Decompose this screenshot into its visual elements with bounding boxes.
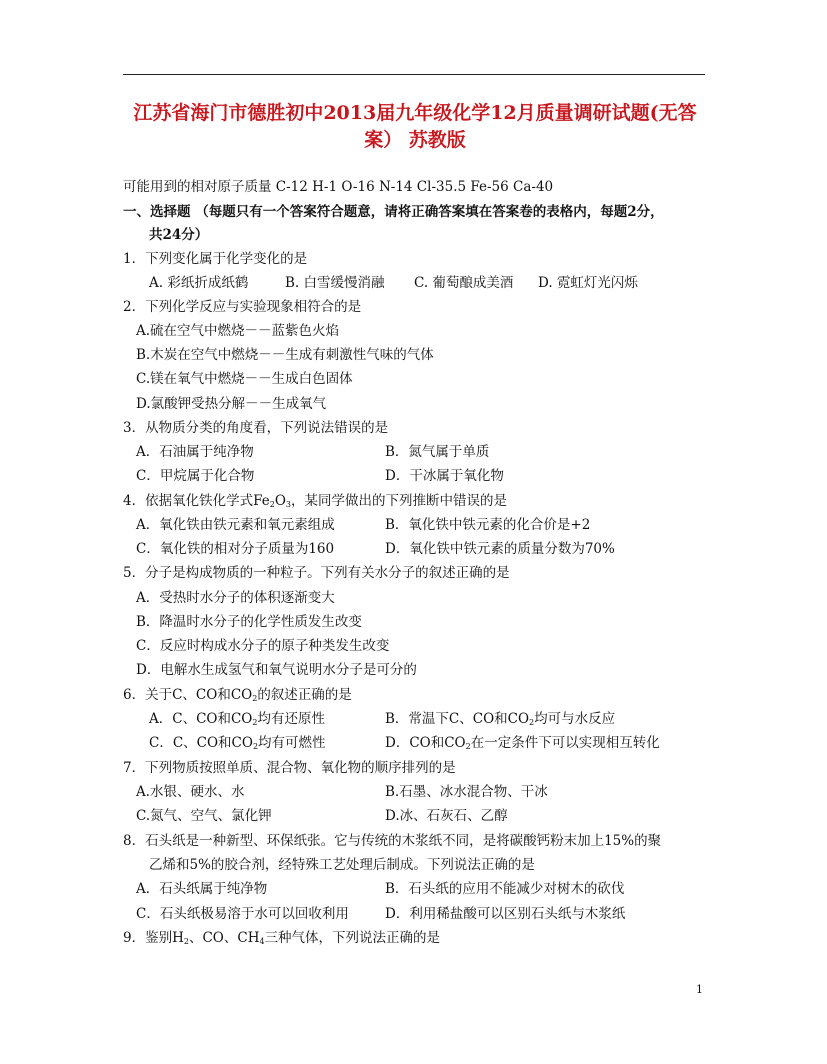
- q2-option-b: B.木炭在空气中燃烧－－生成有刺激性气味的气体: [136, 347, 434, 363]
- q2-option-d: D.氯酸钾受热分解－－生成氧气: [136, 396, 327, 412]
- question-6-stem: 6．关于C、CO和$CO_2$的叙述正确的是: [123, 687, 352, 703]
- q4-option-b: B．氧化铁中铁元素的化合价是+2: [385, 517, 591, 533]
- q8-option-c: C．石头纸极易溶于水可以回收利用: [136, 906, 349, 922]
- question-8-stem-line-2: 乙烯和5%的胶合剂，经特殊工艺处理后制成。下列说法正确的是: [149, 857, 535, 873]
- q3-option-b: B．氮气属于单质: [385, 444, 490, 460]
- q8-option-d: D．利用稀盐酸可以区别石头纸与木浆纸: [385, 906, 626, 922]
- q4-option-c: C．氧化铁的相对分子质量为160: [136, 541, 335, 557]
- q3-option-c: C．甲烷属于化合物: [136, 468, 255, 484]
- page-number: 1: [696, 983, 703, 996]
- q5-option-a: A．受热时水分子的体积逐渐变大: [136, 590, 335, 606]
- q5-option-b: B．降温时水分子的化学性质发生改变: [136, 614, 362, 630]
- question-9-stem: 9．鉴别$H_2$、CO、$CH_4$三种气体，下列说法正确的是: [123, 930, 441, 946]
- question-8-stem-line-1: 8．石头纸是一种新型、环保纸张。它与传统的木浆纸不同，是将碳酸钙粉末加上15%的聚: [123, 833, 662, 849]
- q1-option-c: C. 葡萄酿成美酒: [414, 275, 514, 291]
- q6-option-a: A．C、CO和$CO_2$均有还原性: [149, 711, 325, 727]
- q8-option-b: B．石头纸的应用不能减少对树木的砍伐: [385, 881, 625, 897]
- q4-option-a: A．氧化铁由铁元素和氧元素组成: [136, 517, 335, 533]
- q1-option-a: A. 彩纸折成纸鹤: [149, 275, 249, 291]
- title-line-2: 案） 苏教版: [364, 129, 466, 151]
- page-title: [118, 100, 712, 154]
- q8-option-a: A．石头纸属于纯净物: [136, 881, 268, 897]
- q3-option-a: A．石油属于纯净物: [136, 444, 254, 460]
- q5-option-c: C．反应时构成水分子的原子种类发生改变: [136, 638, 390, 654]
- q5-option-d: D．电解水生成氢气和氧气说明水分子是可分的: [136, 662, 417, 678]
- q3-option-d: D．干冰属于氧化物: [385, 468, 504, 484]
- q1-option-d: D. 霓虹灯光闪烁: [538, 275, 638, 291]
- title-line-1: 江苏省海门市德胜初中2013届九年级化学12月质量调研试题(无答: [133, 102, 697, 124]
- q6-option-c: C．C、CO和$CO_2$均有可燃性: [149, 735, 326, 751]
- q2-option-c: C.镁在氧气中燃烧－－生成白色固体: [136, 371, 353, 387]
- atomic-masses: 可能用到的相对原子质量 C-12 H-1 O-16 N-14 Cl-35.5 Fe-56 Ca-40: [123, 179, 554, 195]
- q2-option-a: A.硫在空气中燃烧－－蓝紫色火焰: [136, 323, 340, 339]
- section-heading-line-2: 共24分）: [149, 227, 209, 243]
- q7-option-b: B.石墨、冰水混合物、干冰: [385, 784, 548, 800]
- q6-option-b: B．常温下C、CO和$CO_2$均可与水反应: [385, 711, 616, 727]
- q7-option-a: A.水银、硬水、水: [136, 784, 245, 800]
- q4-option-d: D．氧化铁中铁元素的质量分数为70%: [385, 541, 615, 557]
- q7-option-d: D.冰、石灰石、乙醇: [385, 808, 508, 824]
- question-7-stem: 7．下列物质按照单质、混合物、氧化物的顺序排列的是: [123, 760, 456, 776]
- header-rule: [123, 74, 705, 75]
- question-1-stem: 1．下列变化属于化学变化的是: [123, 251, 308, 267]
- question-3-stem: 3．从物质分类的角度看，下列说法错误的是: [123, 420, 389, 436]
- q1-option-b: B. 白雪缓慢消融: [285, 275, 385, 291]
- q6-option-d: D．CO和$CO_2$在一定条件下可以实现相互转化: [385, 735, 660, 751]
- section-heading-line-1: 一、选择题 （每题只有一个答案符合题意，请将正确答案填在答案卷的表格内，每题2分，: [123, 204, 664, 220]
- question-2-stem: 2．下列化学反应与实验现象相符合的是: [123, 299, 362, 315]
- q7-option-c: C.氮气、空气、氯化钾: [136, 808, 272, 824]
- question-5-stem: 5．分子是构成物质的一种粒子。下列有关水分子的叙述正确的是: [123, 565, 510, 581]
- question-4-stem: 4．依据氧化铁化学式$Fe_2O_3$，某同学做出的下列推断中错误的是: [123, 493, 507, 509]
